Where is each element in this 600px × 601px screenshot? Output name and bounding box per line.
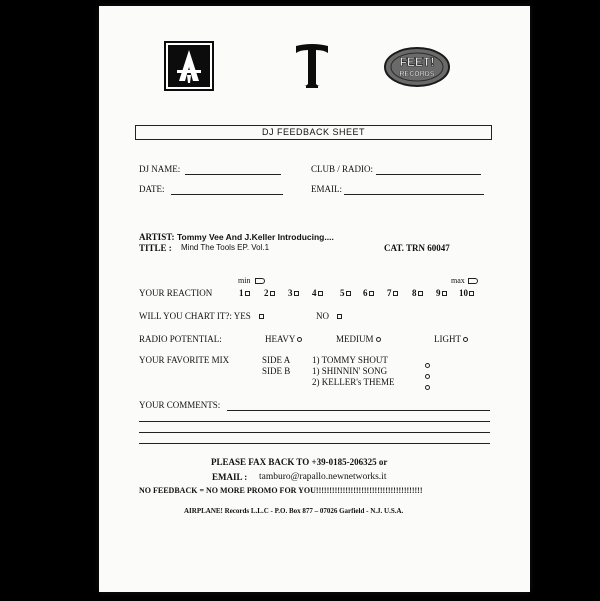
checkbox-icon (393, 291, 398, 296)
reaction-option-6[interactable]: 6 (363, 288, 374, 298)
club-radio-field[interactable] (376, 174, 481, 175)
checkbox-icon (270, 291, 275, 296)
catalog-number: CAT. TRN 60047 (384, 243, 450, 253)
comments-line-3[interactable] (139, 432, 490, 433)
reaction-label: YOUR REACTION (139, 288, 213, 298)
reaction-option-10[interactable]: 10 (459, 288, 474, 298)
dj-name-label: DJ NAME: (139, 164, 181, 174)
t-records-logo (292, 42, 332, 92)
checkbox-icon (245, 291, 250, 296)
checkbox-icon (469, 291, 474, 296)
t-letter-icon (292, 42, 332, 92)
title-label: TITLE : (139, 243, 172, 253)
date-label: DATE: (139, 184, 165, 194)
radio-heavy-option[interactable]: HEAVY (265, 334, 302, 344)
airplane-records-logo (166, 43, 212, 89)
reaction-option-1[interactable]: 1 (239, 288, 250, 298)
checkbox-icon (418, 291, 423, 296)
club-radio-label: CLUB / RADIO: (311, 164, 374, 174)
svg-text:FEET!: FEET! (399, 55, 435, 69)
reaction-option-5[interactable]: 5 (340, 288, 351, 298)
checkbox-icon (259, 314, 264, 319)
feet-records-logo (383, 46, 451, 88)
reaction-option-9[interactable]: 9 (436, 288, 447, 298)
footer-email: tamburo@rapallo.newnetworks.it (259, 472, 387, 482)
chart-it-yes-option[interactable]: WILL YOU CHART IT?: YES (139, 311, 264, 321)
comments-line-2[interactable] (139, 421, 490, 422)
feedback-sheet-paper (99, 6, 530, 592)
mix-track-2: 1) SHINNIN' SONG (312, 366, 388, 376)
reaction-option-2[interactable]: 2 (264, 288, 275, 298)
mix-track-1: 1) TOMMY SHOUT (312, 355, 388, 365)
reaction-option-4[interactable]: 4 (312, 288, 323, 298)
reaction-option-3[interactable]: 3 (288, 288, 299, 298)
comments-line-4[interactable] (139, 443, 490, 444)
side-b-label: SIDE B (262, 366, 291, 376)
airplane-a-icon (168, 45, 210, 87)
reaction-max-label: max (451, 276, 465, 285)
sheet-title: DJ FEEDBACK SHEET (135, 125, 492, 140)
radio-medium-option[interactable]: MEDIUM (336, 334, 381, 344)
radio-light-option[interactable]: LIGHT (434, 334, 468, 344)
chart-it-no-option[interactable]: NO (316, 311, 342, 321)
checkbox-icon (442, 291, 447, 296)
comments-line-1[interactable] (227, 410, 490, 411)
feet-records-icon (383, 46, 451, 88)
min-arrow-icon (255, 278, 265, 284)
mix-track-3-option[interactable] (423, 378, 430, 396)
checkbox-icon (318, 291, 323, 296)
comments-label: YOUR COMMENTS: (139, 400, 221, 410)
email-field[interactable] (344, 194, 484, 195)
mix-track-3: 2) KELLER's THEME (312, 377, 395, 387)
artist-label: ARTIST: (139, 232, 175, 242)
fax-instruction: PLEASE FAX BACK TO +39-0185-206325 or (211, 457, 388, 467)
max-arrow-icon (468, 278, 478, 284)
reaction-option-7[interactable]: 7 (387, 288, 398, 298)
checkbox-icon (337, 314, 342, 319)
radio-circle-icon (425, 385, 430, 390)
footer-email-label: EMAIL : (212, 472, 248, 482)
no-feedback-warning: NO FEEDBACK = NO MORE PROMO FOR YOU!!!!!!!!!!!!!!!!!!!!!!!!!!!!!!!!!!!!!!!! (139, 486, 423, 495)
radio-potential-label: RADIO POTENTIAL: (139, 334, 222, 344)
favorite-mix-label: YOUR FAVORITE MIX (139, 355, 230, 365)
checkbox-icon (369, 291, 374, 296)
radio-circle-icon (297, 337, 302, 342)
reaction-min-label: min (238, 276, 251, 285)
reaction-option-8[interactable]: 8 (412, 288, 423, 298)
side-a-label: SIDE A (262, 355, 291, 365)
artist-name: Tommy Vee And J.Keller Introducing.... (177, 232, 334, 242)
label-company: AIRPLANE! Records L.L.C - P.O. Box 877 – 07026 Garfield - N.J. U.S.A. (184, 507, 404, 515)
svg-text:RECORDS: RECORDS (399, 71, 435, 78)
release-title: Mind The Tools EP. Vol.1 (181, 243, 270, 252)
date-field[interactable] (171, 194, 283, 195)
checkbox-icon (294, 291, 299, 296)
checkbox-icon (346, 291, 351, 296)
dj-name-field[interactable] (185, 174, 281, 175)
radio-circle-icon (463, 337, 468, 342)
email-label: EMAIL: (311, 184, 342, 194)
radio-circle-icon (376, 337, 381, 342)
